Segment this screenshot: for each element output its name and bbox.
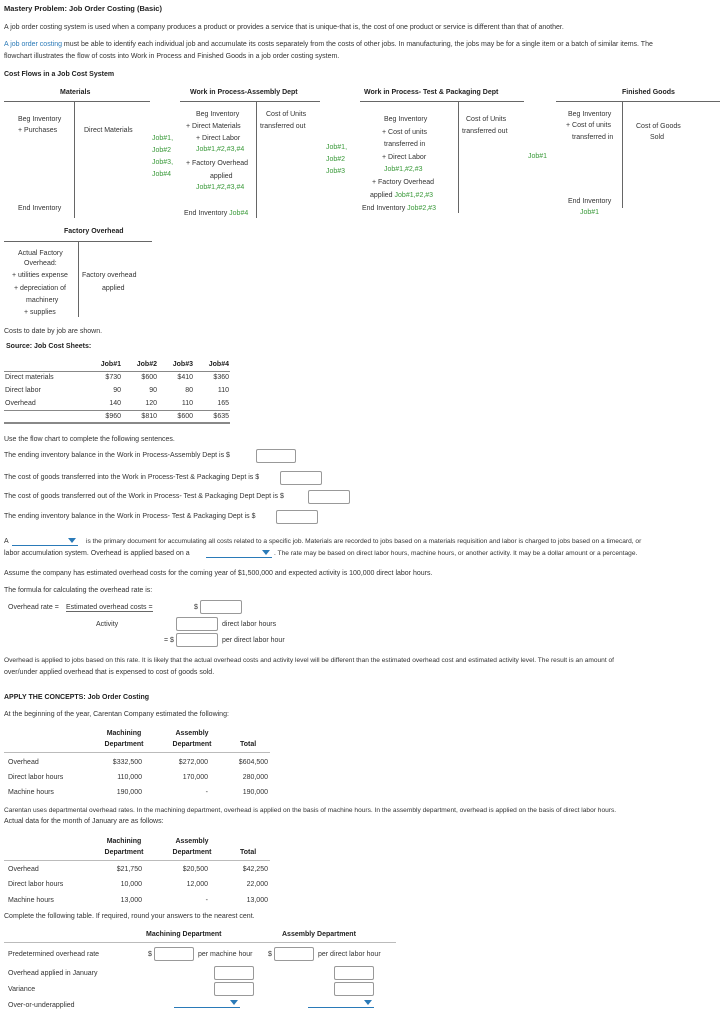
overhead-l4: + depreciation of — [14, 285, 66, 292]
testpack-applied-label: applied — [370, 192, 393, 199]
dollar-sign: $ — [148, 951, 152, 958]
assembly-variance-input[interactable] — [334, 982, 374, 996]
assembly-applied-input[interactable] — [334, 966, 374, 980]
mat-job-4: Job#4 — [152, 171, 172, 178]
act-col2a: Assembly — [175, 838, 209, 845]
act-row-label: Machine hours — [8, 897, 54, 904]
cell: 110 — [217, 387, 229, 394]
act-cell: 12,000 — [186, 881, 208, 888]
machining-applied-input[interactable] — [214, 966, 254, 980]
table-total-row — [4, 410, 230, 423]
assembly-end-job: Job#4 — [229, 210, 249, 217]
act-row-label: Overhead — [8, 866, 39, 873]
finished-vline — [622, 101, 623, 208]
fg-in-job: Job#1 — [528, 153, 548, 160]
cell: 140 — [109, 399, 121, 407]
est-cell: $272,000 — [178, 759, 208, 766]
act-cell: $42,250 — [242, 866, 268, 873]
materials-purchases: + Purchases — [18, 127, 58, 134]
materials-end: End Inventory — [18, 205, 62, 212]
assembly-beg: Beg Inventory — [196, 111, 240, 118]
overhead-r2: applied — [102, 285, 125, 292]
answer-q4-input[interactable] — [276, 510, 318, 524]
finished-end: End Inventory — [568, 198, 612, 205]
para-text-5: Overhead is applied to jobs based on this rate. It is likely that the actual overhead costs and activity level will be different than the estimated overhead cost and estimated activity level. The result is an amount of — [4, 657, 615, 664]
act-col3: Total — [240, 849, 257, 856]
testpack-end-label: End Inventory — [362, 205, 406, 212]
job-header-1: Job#1 — [100, 360, 121, 368]
materials-hline — [4, 101, 150, 102]
act-cell: $21,750 — [116, 866, 142, 873]
formula-rate-unit: per direct labor hour — [222, 637, 285, 644]
intro-text-2-rest: must be able to identify each individual job and accumulate its costs separately from the costs of other jobs. In manufacturing, the jobs may be for a single item or a batch of similar items. The — [61, 41, 653, 48]
finished-cogs2: Sold — [650, 134, 665, 141]
est-row-label: Overhead — [8, 759, 39, 766]
est-cell: 280,000 — [242, 774, 268, 781]
testpack-right1: Cost of Units — [466, 116, 507, 123]
est-header-line — [4, 752, 270, 753]
cell: $360 — [213, 374, 229, 382]
finished-title: Finished Goods — [622, 89, 675, 96]
para-a: A — [4, 538, 9, 545]
est-row-label: Machine hours — [8, 789, 54, 796]
finished-transferred: transferred in — [572, 134, 614, 141]
est-col1a: Machining — [106, 730, 142, 737]
act-cell: 10,000 — [120, 881, 142, 888]
mid-job-3: Job#3 — [326, 168, 346, 175]
answer-row-label: Predetermined overhead rate — [8, 951, 100, 958]
intro-text-2 — [4, 41, 653, 48]
flow-title: Cost Flows in a Job Cost System — [4, 71, 115, 78]
cell: $600 — [141, 374, 157, 382]
testpack-beg: Beg Inventory — [384, 116, 428, 123]
cell: 120 — [145, 399, 157, 407]
answer-header-line — [4, 942, 396, 943]
assembly-applied: applied — [210, 173, 233, 180]
act-col2b: Department — [172, 849, 212, 856]
mat-job-1: Job#1, — [152, 135, 174, 142]
testpack-end-job: Job#2,#3 — [407, 205, 436, 212]
row-label: Direct materials — [5, 374, 54, 382]
answer-row-label: Overhead applied in January — [8, 970, 98, 977]
assembly-title: Work in Process-Assembly Dept — [190, 89, 298, 96]
cell: 110 — [181, 399, 193, 407]
mat-job-3: Job#3, — [152, 159, 174, 166]
act-row-label: Direct labor hours — [8, 881, 64, 888]
est-cell: 190,000 — [242, 789, 268, 796]
overhead-l5: machinery — [26, 297, 59, 304]
job-header-3: Job#3 — [172, 360, 193, 368]
est-cell: 170,000 — [182, 774, 208, 781]
cell: 165 — [217, 399, 229, 407]
materials-direct: Direct Materials — [84, 127, 133, 134]
para-text-3: Assume the company has estimated overhead costs for the coming year of $1,500,000 and expected activity is 100,000 direct labor hours. — [4, 570, 433, 577]
assembly-end — [184, 210, 248, 217]
assembly-over-under-dropdown[interactable] — [308, 998, 374, 1008]
apply-mid-2: Actual data for the month of January are as follows: — [4, 818, 164, 825]
table-row — [4, 397, 230, 410]
est-cell: - — [205, 789, 208, 796]
cell: $810 — [141, 412, 157, 420]
assembly-dl-jobs: Job#1,#2,#3,#4 — [196, 146, 245, 153]
overhead-l3: + utilities expense — [12, 272, 68, 279]
activity-input[interactable] — [176, 617, 218, 631]
finished-beg: Beg Inventory — [568, 111, 612, 118]
formula-denominator: Activity — [96, 621, 119, 628]
assembly-fo-jobs: Job#1,#2,#3,#4 — [196, 184, 245, 191]
job-order-costing-link[interactable]: A job order costing — [4, 41, 62, 48]
overhead-costs-input[interactable] — [200, 600, 242, 614]
mat-job-2: Job#2 — [152, 147, 172, 154]
overhead-title: Factory Overhead — [64, 228, 124, 235]
assembly-dl: + Direct Labor — [196, 135, 241, 142]
intro-text-1: A job order costing system is used when a company produces a product or provides a service that is unique-that is, the cost of one product or service is different than that of another. — [4, 24, 564, 31]
row-label: Overhead — [5, 399, 36, 407]
est-row-label: Direct labor hours — [8, 774, 64, 781]
per-direct-labor-hour: per direct labor hour — [318, 951, 381, 958]
overhead-vline — [78, 241, 79, 317]
formula-eq: = $ — [164, 637, 174, 644]
answer-col1: Machining Department — [146, 931, 222, 938]
job-cost-table — [4, 358, 230, 424]
cell: 90 — [113, 387, 121, 394]
assembly-dm: + Direct Materials — [186, 123, 241, 130]
cell: $410 — [177, 374, 193, 382]
question-2: The cost of goods transferred into the Work in Process-Test & Packaging Dept is $ — [4, 474, 260, 481]
cell: 90 — [149, 387, 157, 394]
job-cost-note: Costs to date by job are shown. — [4, 328, 103, 335]
testpack-applied — [370, 192, 433, 199]
answer-col2: Assembly Department — [282, 931, 356, 938]
est-col2b: Department — [172, 741, 212, 748]
finished-end-job: Job#1 — [580, 209, 600, 216]
finished-cogs1: Cost of Goods — [636, 123, 681, 130]
act-header-line — [4, 860, 270, 861]
assembly-cost-units: Cost of Units — [266, 111, 307, 118]
est-col3: Total — [240, 741, 257, 748]
overhead-l2: Overhead: — [24, 260, 57, 267]
per-machine-hour: per machine hour — [198, 951, 253, 958]
mid-job-1: Job#1, — [326, 144, 348, 151]
testpack-hline — [360, 101, 524, 102]
assembly-rate-input[interactable] — [274, 947, 314, 961]
chevron-down-icon — [262, 550, 270, 555]
testpack-vline — [458, 101, 459, 213]
basis-dropdown[interactable] — [206, 548, 272, 558]
overhead-l1: Actual Factory — [18, 250, 63, 257]
question-1: The ending inventory balance in the Work in Process-Assembly Dept is $ — [4, 452, 230, 459]
answer-q1-input[interactable] — [256, 449, 296, 463]
finished-cost-units: + Cost of units — [566, 122, 611, 129]
job-header-4: Job#4 — [208, 360, 229, 368]
testpack-right2: transferred out — [462, 128, 508, 135]
est-col1b: Department — [104, 741, 144, 748]
question-3: The cost of goods transferred out of the Work in Process- Test & Packaging Dept Dept is $ — [4, 493, 284, 500]
chevron-down-icon — [364, 1000, 372, 1005]
assembly-transferred: transferred out — [260, 123, 306, 130]
para-text-2b: . The rate may be based on direct labor hours, machine hours, or another activity. It may be a dollar amount or a percentage. — [274, 550, 638, 557]
cell: $635 — [213, 412, 229, 420]
chevron-down-icon — [68, 538, 76, 543]
apply-intro: At the beginning of the year, Carentan Company estimated the following: — [4, 711, 229, 718]
testpack-title: Work in Process- Test & Packaging Dept — [364, 89, 499, 96]
cell: $600 — [177, 412, 193, 420]
assembly-end-label: End Inventory — [184, 210, 228, 217]
formula-lhs: Overhead rate = — [8, 604, 59, 611]
intro-text-3: flowchart illustrates the flow of costs into Work in Process and Finished Goods in a job order costing system. — [4, 53, 340, 60]
assembly-vline — [256, 101, 257, 218]
cell: $730 — [105, 374, 121, 382]
job-header-2: Job#2 — [136, 360, 157, 368]
job-cost-header-row — [4, 358, 230, 371]
act-cell: 22,000 — [246, 881, 268, 888]
machining-over-under-dropdown[interactable] — [174, 998, 240, 1008]
answer-row-label: Over-or-underapplied — [8, 1002, 75, 1009]
act-cell: $20,500 — [182, 866, 208, 873]
overhead-r1: Factory overhead — [82, 272, 137, 279]
overhead-l6: + supplies — [24, 309, 56, 316]
answer-row-label: Variance — [8, 986, 36, 993]
job-cost-corner — [4, 358, 86, 371]
answer-q2-input[interactable] — [280, 471, 322, 485]
machining-rate-input[interactable] — [154, 947, 194, 961]
testpack-fo-jobs: Job#1,#2,#3 — [394, 192, 434, 199]
para-text-2: labor accumulation system. Overhead is applied based on a — [4, 550, 190, 557]
act-cell: - — [205, 897, 208, 904]
para-text-4: The formula for calculating the overhead rate is: — [4, 587, 153, 594]
testpack-dl-jobs: Job#1,#2,#3 — [384, 166, 423, 173]
cell: $960 — [105, 412, 121, 420]
est-cell: 110,000 — [117, 774, 142, 781]
page-title: Mastery Problem: Job Order Costing (Basic) — [4, 4, 162, 13]
formula-numerator: Estimated overhead costs = — [66, 604, 153, 611]
est-col2a: Assembly — [175, 730, 209, 737]
materials-title: Materials — [60, 89, 91, 96]
document-dropdown[interactable] — [12, 536, 78, 546]
para-text-6: over/under applied overhead that is expensed to cost of goods sold. — [4, 669, 215, 676]
questions-intro: Use the flow chart to complete the following sentences. — [4, 436, 175, 443]
chevron-down-icon — [230, 1000, 238, 1005]
apply-title: APPLY THE CONCEPTS: Job Order Costing — [4, 694, 150, 701]
testpack-dl: + Direct Labor — [382, 154, 427, 161]
table-row — [4, 384, 230, 397]
est-cell: $332,500 — [112, 759, 142, 766]
est-cell: 190,000 — [116, 789, 142, 796]
act-cell: 13,000 — [246, 897, 268, 904]
assembly-fo: + Factory Overhead — [186, 160, 249, 167]
job-cost-title: Source: Job Cost Sheets: — [6, 343, 92, 350]
apply-mid-1: Carentan uses departmental overhead rates. In the machining department, overhead is applied on the basis of machine hours. In the assembly department, overhead is applied on the basis of direct labor hours. — [4, 807, 617, 814]
testpack-transferred-in: transferred in — [384, 141, 426, 148]
mid-job-2: Job#2 — [326, 156, 346, 163]
act-col1a: Machining — [106, 838, 142, 845]
materials-vline — [74, 101, 75, 218]
formula-unit: direct labor hours — [222, 621, 277, 628]
question-4: The ending inventory balance in the Work in Process- Test & Packaging Dept is $ — [4, 513, 256, 520]
cell: 80 — [185, 387, 193, 394]
act-col1b: Department — [104, 849, 144, 856]
answer-q3-input[interactable] — [308, 490, 350, 504]
row-label: Direct labor — [5, 387, 41, 394]
assembly-hline — [180, 101, 320, 102]
apply-instructions: Complete the following table. If required, round your answers to the nearest cent. — [4, 913, 255, 920]
finished-hline — [556, 101, 720, 102]
para-text-1: is the primary document for accumulating all costs related to a specific job. Materials are recorded to jobs based on a materials requisition and labor is charged to jobs based on a timecard, or — [86, 538, 642, 545]
row-label — [4, 410, 86, 423]
materials-beg: Beg Inventory — [18, 116, 62, 123]
est-cell: $604,500 — [238, 759, 268, 766]
machining-variance-input[interactable] — [214, 982, 254, 996]
testpack-fo: + Factory Overhead — [372, 179, 435, 186]
testpack-end — [362, 205, 436, 212]
overhead-rate-input[interactable] — [176, 633, 218, 647]
formula-dollar: $ — [194, 604, 198, 611]
testpack-cost-units: + Cost of units — [382, 129, 427, 136]
dollar-sign: $ — [268, 951, 272, 958]
table-row — [4, 371, 230, 384]
act-cell: 13,000 — [120, 897, 142, 904]
